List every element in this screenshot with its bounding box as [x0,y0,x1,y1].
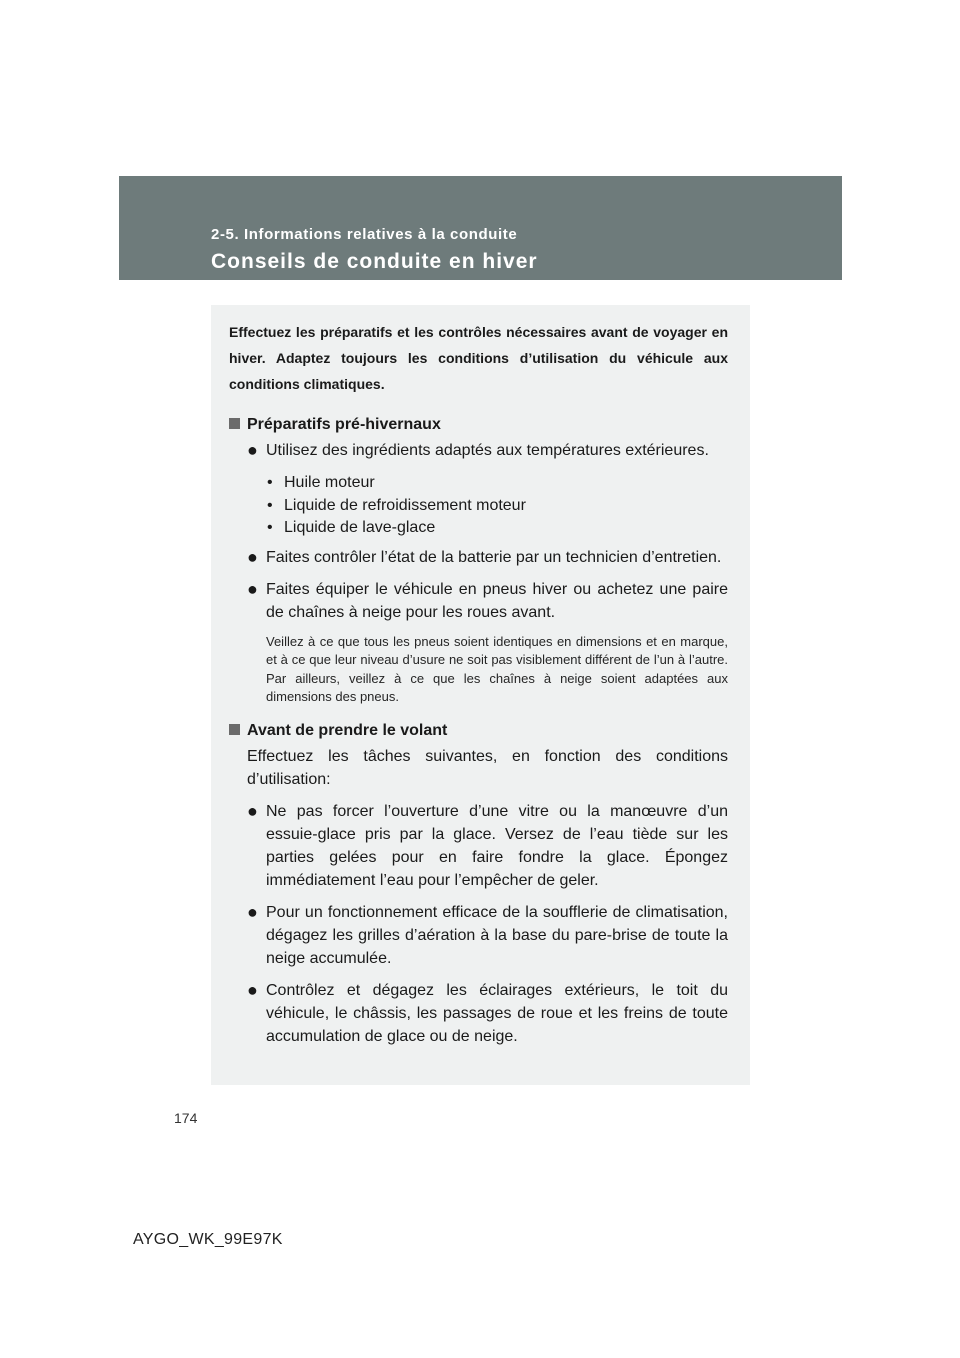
bullet-item [229,979,728,1048]
section-heading-before-driving [229,720,728,742]
round-bullet-icon: ● [247,440,258,460]
bullet-text: Faites contrôler l’état de la batterie par un technicien d’entretien. [266,548,722,566]
section-heading-pre-winter [229,414,728,436]
section-heading-text: Préparatifs pré-hivernaux [247,416,441,433]
section-label: 2-5. Informations relatives à la conduite [211,226,518,243]
bullet-item [229,578,728,624]
bullet-text: Pour un fonctionnement efficace de la soufflerie de climatisation, dégagez les grilles d’aération à la base du pare-brise de toute la neige accumulée. [266,903,728,967]
chapter-header [119,176,842,280]
sub-list [229,472,728,540]
bullet-item [229,800,728,892]
square-bullet-icon [229,724,240,735]
small-bullet-icon: • [267,474,273,491]
page-number: 174 [174,1110,198,1126]
content-box [211,305,750,1085]
bullet-text: Ne pas forcer l’ouverture d’une vitre ou la manœuvre d’un essuie-glace pris par la glace. Versez de l’eau tiède sur les parties gelées pour en faire fondre la glace. Épongez immédiatement l’eau pour l’empêcher de geler. [266,802,728,889]
round-bullet-icon: ● [247,800,258,821]
list-item-text: Huile moteur [284,474,375,491]
intro-text: Effectuez les préparatifs et les contrôles nécessaires avant de voyager en hiver. Adaptez toujours les conditions d’utilisation du véhicule aux conditions climatiques. [229,324,728,392]
round-bullet-icon: ● [247,979,258,1000]
small-bullet-icon: • [267,496,273,514]
round-bullet-icon: ● [247,901,258,922]
round-bullet-icon: ● [247,546,258,567]
document-code: AYGO_WK_99E97K [133,1231,283,1248]
section-heading-text: Avant de prendre le volant [247,721,448,739]
list-item [229,517,728,540]
list-item [229,472,728,495]
bullet-text: Utilisez des ingrédients adaptés aux températures extérieures. [266,442,709,459]
note-text: Veillez à ce que tous les pneus soient identiques en dimensions et en marque, et à ce que leur niveau d’usure ne soit pas visiblement différent de l’un à l’autre. Par ailleurs, veillez à ce que les chaînes à neige soient adaptées aux dimensions des pneus. [266,633,728,704]
page-title: Conseils de conduite en hiver [211,250,538,273]
bullet-item [229,439,728,462]
bullet-item [229,546,728,569]
paragraph: Effectuez les tâches suivantes, en fonction des conditions d’utilisation: [247,747,728,788]
list-item [229,495,728,518]
list-item-text: Liquide de lave-glace [284,519,436,536]
bullet-text: Faites équiper le véhicule en pneus hiver ou achetez une paire de chaînes à neige pour les roues avant. [266,580,728,621]
round-bullet-icon: ● [247,578,258,599]
small-bullet-icon: • [267,519,273,536]
square-bullet-icon [229,418,240,429]
list-item-text: Liquide de refroidissement moteur [284,496,526,514]
bullet-text: Contrôlez et dégagez les éclairages extérieurs, le toit du véhicule, le châssis, les passages de roue et les freins de toute accumulation de glace ou de neige. [266,981,728,1045]
bullet-item [229,901,728,970]
